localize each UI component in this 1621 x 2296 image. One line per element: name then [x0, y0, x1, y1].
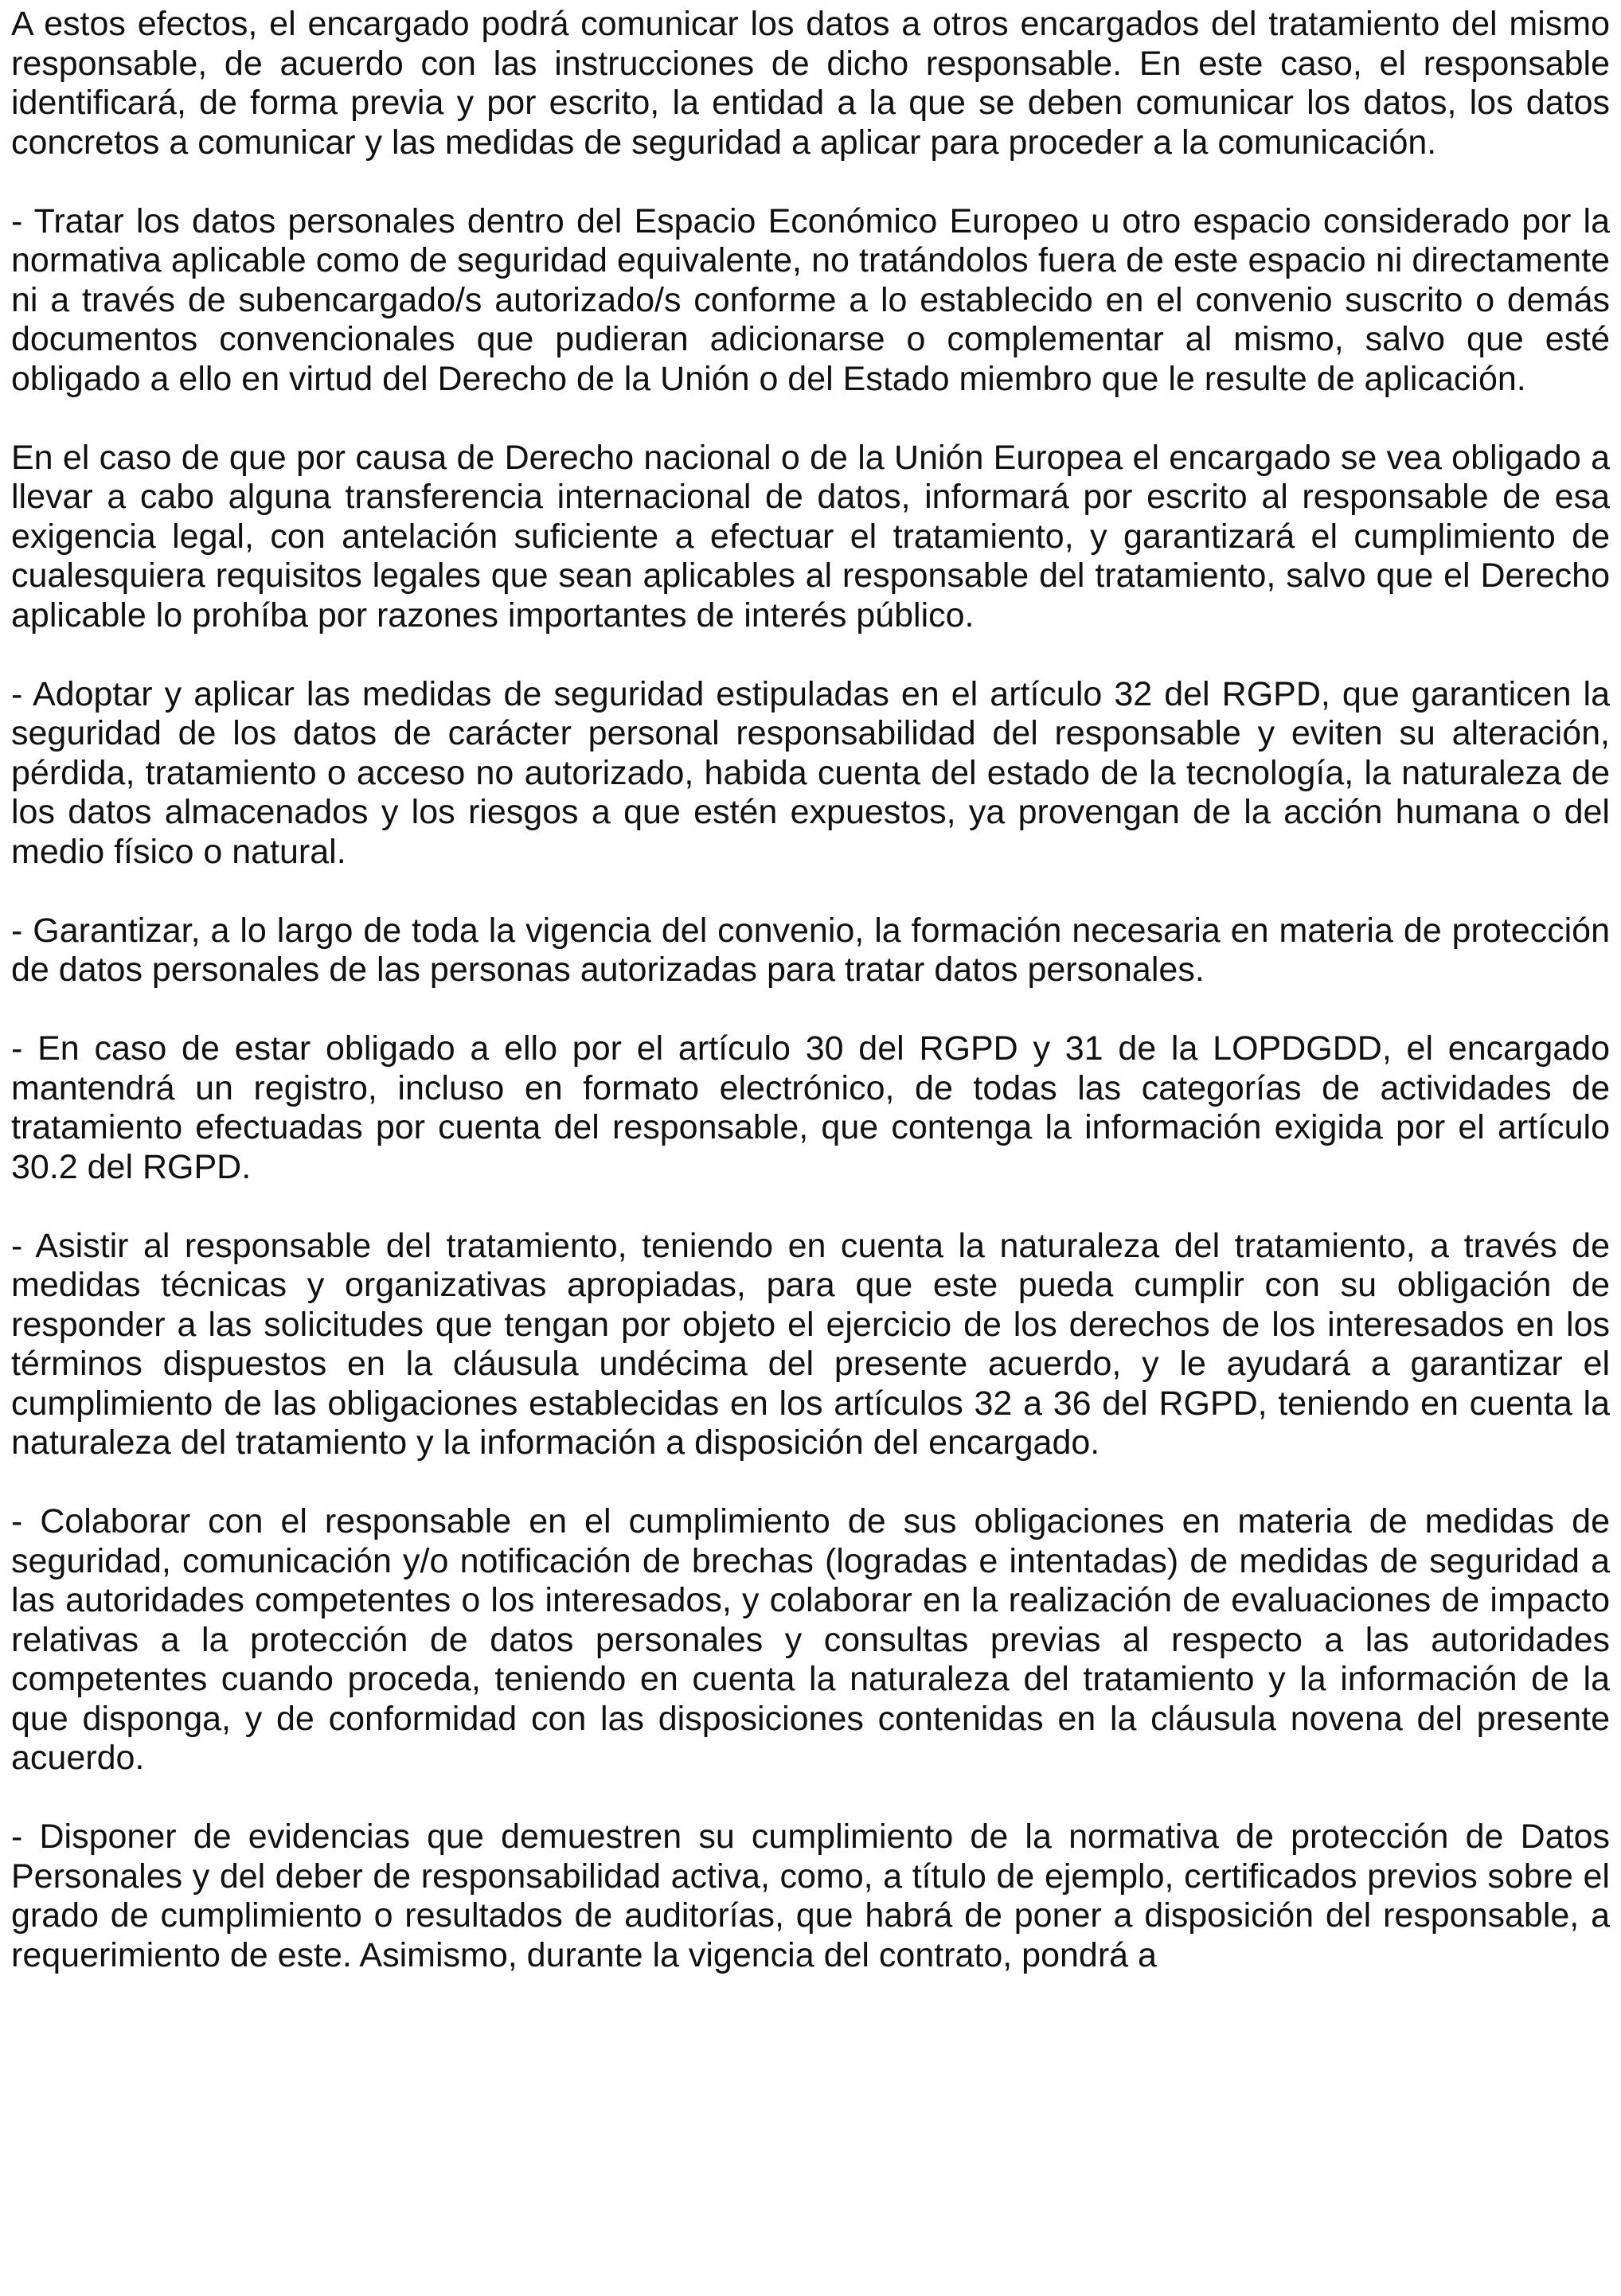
paragraph-processing-within-eea: - Tratar los datos personales dentro del Espacio Económico Europeo u otro espacio considerado por la normativa aplicable como de seguridad equivalente, no tratándolos fuera de este espacio ni directamente ni a través de subencargado/s autorizado/s conforme a lo establecido en el convenio suscrito o demás documentos convencionales que pudieran adicionarse o complementar al mismo, salvo que esté obligado a ello en virtud del Derecho de la Unión o del Estado miembro que le resulte de aplicación. [11, 201, 1610, 398]
document-page [11, 5, 1610, 1975]
paragraph-security-measures: - Adoptar y aplicar las medidas de seguridad estipuladas en el artículo 32 del RGPD, que garanticen la seguridad de los datos de carácter personal responsabilidad del responsable y eviten su alteración, pérdida, tratamiento o acceso no autorizado, habida cuenta del estado de la tecnología, la naturaleza de los datos almacenados y los riesgos a que estén expuestos, ya provengan de la acción humana o del medio físico o natural. [11, 674, 1610, 871]
paragraph-processing-register: - En caso de estar obligado a ello por el artículo 30 del RGPD y 31 de la LOPDGDD, el encargado mantendrá un registro, incluso en formato electrónico, de todas las categorías de actividades de tratamiento efectuadas por cuenta del responsable, que contenga la información exigida por el artículo 30.2 del RGPD. [11, 1029, 1610, 1186]
paragraph-collaborate-security: - Colaborar con el responsable en el cumplimiento de sus obligaciones en materia de medidas de seguridad, comunicación y/o notificación de brechas (logradas e intentadas) de medidas de seguridad a las autoridades competentes o los interesados, y colaborar en la realización de evaluaciones de impacto relativas a la protección de datos personales y consultas previas al respecto a las autoridades competentes cuando proceda, teniendo en cuenta la naturaleza del tratamiento y la información de la que disponga, y de conformidad con las disposiciones contenidas en la cláusula novena del presente acuerdo. [11, 1502, 1610, 1777]
paragraph-compliance-evidence: - Disponer de evidencias que demuestren su cumplimiento de la normativa de protección de Datos Personales y del deber de responsabilidad activa, como, a título de ejemplo, certificados previos sobre el grado de cumplimiento o resultados de auditorías, que habrá de poner a disposición del responsable, a requerimiento de este. Asimismo, durante la vigencia del contrato, pondrá a [11, 1818, 1610, 1974]
paragraph-communication-to-other-processors: A estos efectos, el encargado podrá comunicar los datos a otros encargados del tratamiento del mismo responsable, de acuerdo con las instrucciones de dicho responsable. En este caso, el responsable identificará, de forma previa y por escrito, la entidad a la que se deben comunicar los datos, los datos concretos a comunicar y las medidas de seguridad a aplicar para proceder a la comunicación. [11, 5, 1610, 162]
paragraph-assist-controller: - Asistir al responsable del tratamiento, teniendo en cuenta la naturaleza del tratamiento, a través de medidas técnicas y organizativas apropiadas, para que este pueda cumplir con su obligación de responder a las solicitudes que tengan por objeto el ejercicio de los derechos de los interesados en los términos dispuestos en la cláusula undécima del presente acuerdo, y le ayudará a garantizar el cumplimiento de las obligaciones establecidas en los artículos 32 a 36 del RGPD, teniendo en cuenta la naturaleza del tratamiento y la información a disposición del encargado. [11, 1226, 1610, 1462]
paragraph-training: - Garantizar, a lo largo de toda la vigencia del convenio, la formación necesaria en materia de protección de datos personales de las personas autorizadas para tratar datos personales. [11, 911, 1610, 989]
paragraph-international-transfer: En el caso de que por causa de Derecho nacional o de la Unión Europea el encargado se vea obligado a llevar a cabo alguna transferencia internacional de datos, informará por escrito al responsable de esa exigencia legal, con antelación suficiente a efectuar el tratamiento, y garantizará el cumplimiento de cualesquiera requisitos legales que sean aplicables al responsable del tratamiento, salvo que el Derecho aplicable lo prohíba por razones importantes de interés público. [11, 438, 1610, 635]
